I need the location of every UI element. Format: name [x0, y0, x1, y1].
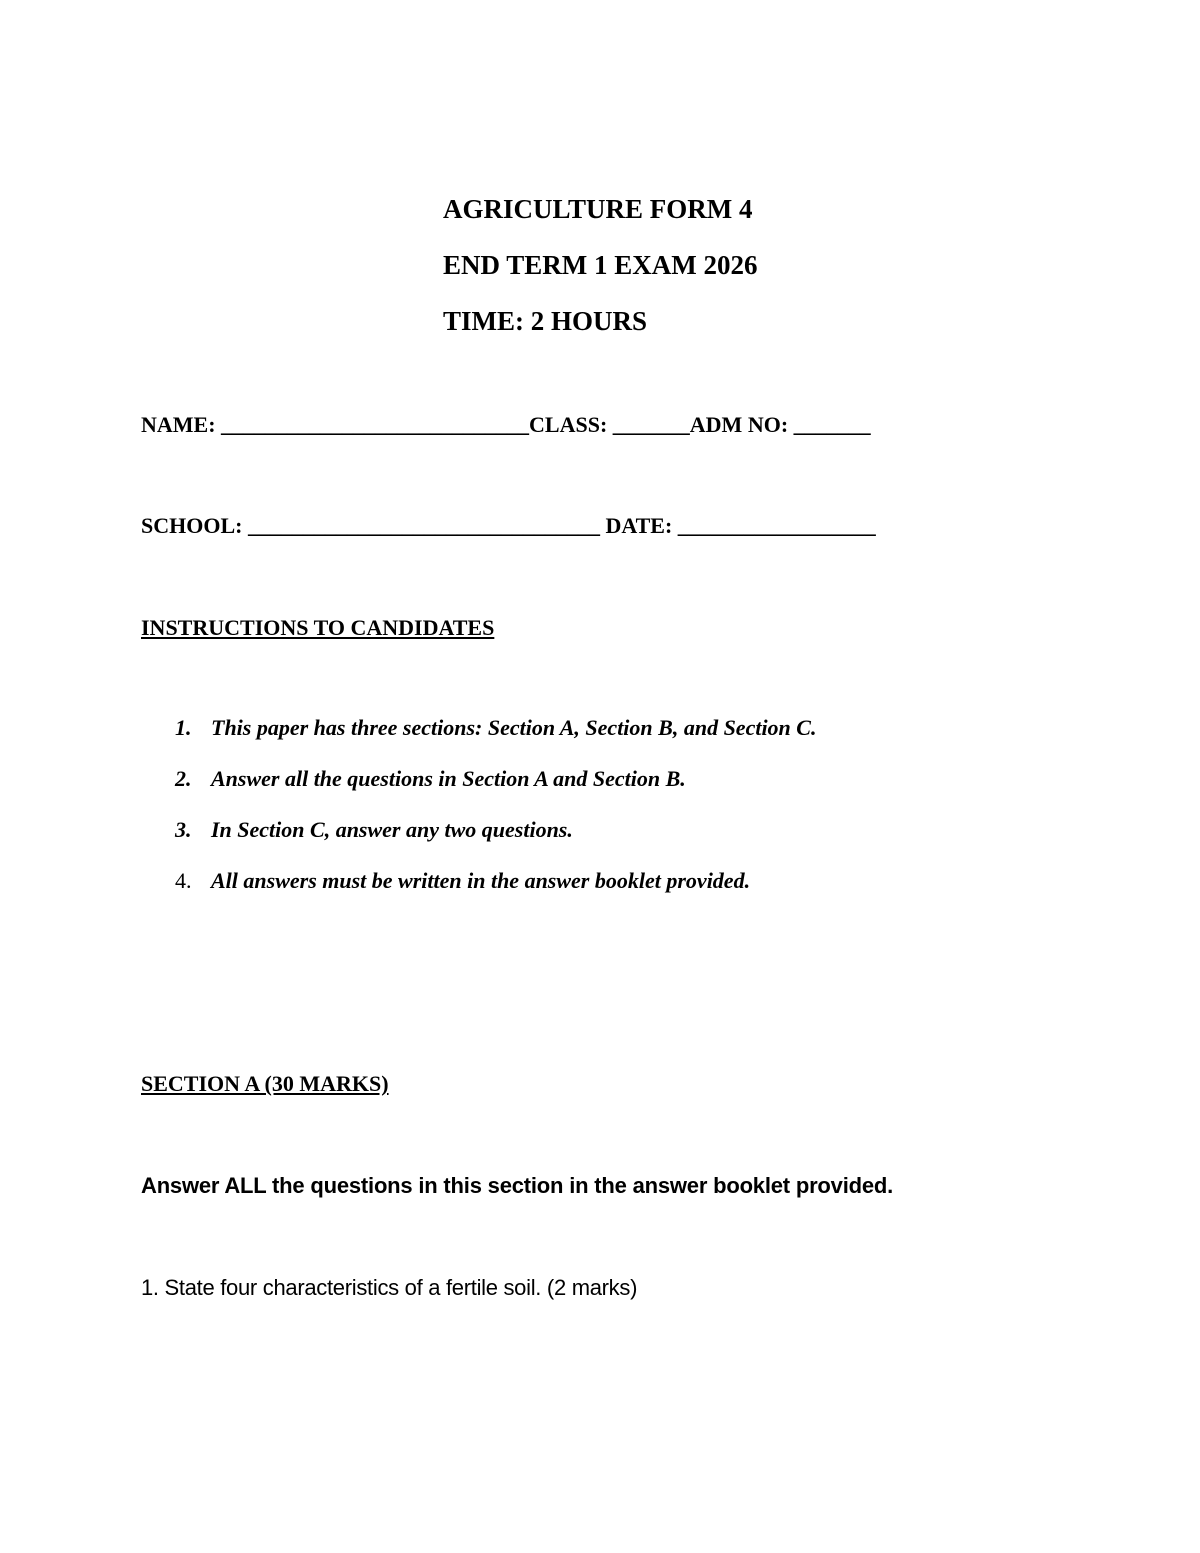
name-class-adm-row: NAME: ____________________________CLASS: _______ADM NO: _______	[141, 412, 871, 437]
school-date-row: SCHOOL: ________________________________ DATE: __________________	[141, 513, 876, 538]
instruction-number: 2.	[175, 766, 192, 791]
instruction-text: In Section C, answer any two questions.	[211, 817, 573, 842]
section-a-instruction: Answer ALL the questions in this section in the answer booklet provided.	[141, 1173, 894, 1198]
exam-duration: TIME: 2 HOURS	[443, 306, 648, 336]
instruction-item	[175, 717, 816, 739]
instruction-item	[175, 819, 573, 841]
instruction-item	[175, 870, 750, 892]
question-1: 1. State four characteristics of a fertile soil. (2 marks)	[141, 1275, 638, 1300]
instructions-heading: INSTRUCTIONS TO CANDIDATES	[141, 615, 495, 640]
instruction-text: All answers must be written in the answer booklet provided.	[211, 868, 751, 893]
instruction-text: Answer all the questions in Section A and Section B.	[211, 766, 686, 791]
instruction-number: 4.	[175, 868, 192, 893]
instruction-number: 3.	[175, 817, 192, 842]
exam-title: END TERM 1 EXAM 2026	[443, 250, 758, 280]
section-a-heading: SECTION A (30 MARKS)	[141, 1071, 389, 1096]
instruction-item	[175, 768, 686, 790]
instruction-text: This paper has three sections: Section A, Section B, and Section C.	[211, 715, 817, 740]
instruction-number: 1.	[175, 715, 192, 740]
subject-title: AGRICULTURE FORM 4	[443, 194, 753, 224]
